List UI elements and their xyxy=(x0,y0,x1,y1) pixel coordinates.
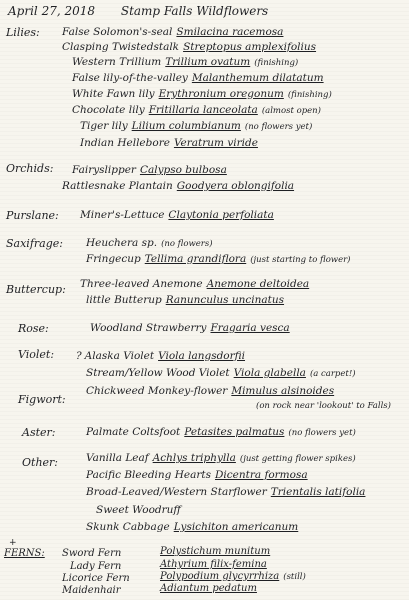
entry xyxy=(86,237,213,250)
entry xyxy=(62,180,294,192)
common-name: Rattlesnake Plantain xyxy=(62,180,173,192)
entry xyxy=(86,294,284,306)
entry xyxy=(70,561,121,573)
entry xyxy=(86,486,365,498)
scientific-name: Malanthemum dilatatum xyxy=(191,72,324,84)
entry xyxy=(80,278,309,290)
common-name: Indian Hellebore xyxy=(80,137,170,149)
entry xyxy=(160,546,270,558)
scientific-name: Veratrum viride xyxy=(173,137,258,149)
category-label: FERNS: xyxy=(4,548,45,559)
common-name: Broad-Leaved/Western Starflower xyxy=(86,486,267,498)
entry xyxy=(160,571,306,583)
entry xyxy=(76,350,245,362)
scientific-name: Polystichum munitum xyxy=(160,546,271,557)
note: (a carpet!) xyxy=(309,369,356,379)
entry xyxy=(72,56,298,69)
category-label: Other: xyxy=(22,456,58,469)
entry xyxy=(72,88,332,101)
entry xyxy=(62,26,283,38)
scientific-name: Erythronium oregonum xyxy=(158,88,284,100)
entry xyxy=(62,41,316,53)
common-name: False lily-of-the-valley xyxy=(72,72,188,84)
scientific-name: Goodyera oblongifolia xyxy=(176,180,295,192)
note: (on rock near 'lookout' to Falls) xyxy=(256,401,391,411)
common-name: Heuchera sp. xyxy=(86,237,158,249)
title-place: Stamp Falls Wildflowers xyxy=(120,4,269,18)
scientific-name: Athyrium filix-femina xyxy=(160,559,267,570)
scientific-name: Polypodium glycyrrhiza xyxy=(160,571,280,582)
common-name: Chickweed Monkey-flower xyxy=(86,385,228,397)
scientific-name: Dicentra formosa xyxy=(214,469,308,481)
entry xyxy=(90,322,290,334)
scientific-name: Smilacina racemosa xyxy=(176,26,284,38)
entry xyxy=(72,104,321,117)
common-name: Three-leaved Anemone xyxy=(80,278,203,290)
entry xyxy=(160,583,257,595)
entry xyxy=(86,426,356,439)
entry xyxy=(86,253,351,266)
common-name: Stream/Yellow Wood Violet xyxy=(86,367,230,379)
scientific-name: Streptopus amplexifolius xyxy=(183,41,317,53)
entry xyxy=(86,367,356,380)
entry xyxy=(160,559,267,571)
common-name: Palmate Coltsfoot xyxy=(86,426,181,438)
category-label: Aster: xyxy=(22,426,56,439)
category-label: Rose: xyxy=(18,322,49,335)
category-label: Figwort: xyxy=(18,393,66,406)
scientific-name: Ranunculus uncinatus xyxy=(165,294,285,306)
note: (just starting to flower) xyxy=(250,255,351,265)
scientific-name: Tellima grandiflora xyxy=(144,253,247,265)
entry xyxy=(86,452,356,465)
note: (no flowers) xyxy=(161,239,213,249)
common-name: Vanilla Leaf xyxy=(86,452,149,464)
entry xyxy=(86,385,334,397)
scientific-name: Calypso bulbosa xyxy=(139,164,227,176)
scientific-name: Lysichiton americanum xyxy=(173,521,299,533)
common-name: Maidenhair xyxy=(62,585,121,596)
common-name: Tiger lily xyxy=(80,120,128,132)
common-name: Alaska Violet xyxy=(84,350,155,362)
entry xyxy=(86,521,298,533)
entry xyxy=(62,548,121,560)
common-name: Miner's-Lettuce xyxy=(80,209,165,221)
category-label: Lilies: xyxy=(6,26,40,39)
common-name: Sweet Woodruff xyxy=(96,504,181,516)
note: (no flowers yet) xyxy=(244,122,313,132)
scientific-name: Claytonia perfoliata xyxy=(168,209,274,221)
entry xyxy=(80,137,258,149)
scientific-name: Adiantum pedatum xyxy=(160,583,257,594)
uncertain-mark: ? xyxy=(76,350,82,362)
category-label: Buttercup: xyxy=(6,283,66,296)
entry xyxy=(86,469,308,481)
scientific-name: Petasites palmatus xyxy=(184,426,285,438)
common-name: Fairyslipper xyxy=(72,164,136,176)
entry xyxy=(80,120,312,133)
note: (almost open) xyxy=(261,106,321,116)
entry xyxy=(72,72,324,84)
entry xyxy=(62,573,130,585)
entry xyxy=(72,164,227,176)
title-date: April 27, 2018 xyxy=(8,4,96,18)
note: (finishing) xyxy=(287,90,332,100)
scientific-name: Mimulus alsinoides xyxy=(231,385,335,397)
common-name: Skunk Cabbage xyxy=(86,521,170,533)
common-name: False Solomon's-seal xyxy=(62,26,173,38)
note: (just getting flower spikes) xyxy=(239,454,356,464)
category-label: Purslane: xyxy=(6,209,59,222)
plus-mark: + xyxy=(9,538,17,548)
scientific-name: Viola langsdorfii xyxy=(158,350,246,362)
entry xyxy=(96,504,181,516)
entry xyxy=(252,399,391,412)
note: (still) xyxy=(283,572,306,582)
category-label: Saxifrage: xyxy=(6,237,63,250)
common-name: Woodland Strawberry xyxy=(90,322,207,334)
scientific-name: Viola glabella xyxy=(233,367,306,379)
common-name: Chocolate lily xyxy=(72,104,145,116)
page-title xyxy=(8,4,290,18)
scientific-name: Lilium columbianum xyxy=(131,120,241,132)
common-name: Pacific Bleeding Hearts xyxy=(86,469,211,481)
category-label: Violet: xyxy=(18,348,55,361)
scientific-name: Anemone deltoidea xyxy=(206,278,310,290)
common-name: Licorice Fern xyxy=(62,573,130,584)
scientific-name: Trillium ovatum xyxy=(165,56,251,68)
entry xyxy=(62,585,121,597)
scientific-name: Trientalis latifolia xyxy=(270,486,366,498)
common-name: little Butterup xyxy=(86,294,162,306)
note: (no flowers yet) xyxy=(288,428,356,438)
common-name: Clasping Twistedstalk xyxy=(62,41,180,53)
category-label: Orchids: xyxy=(6,162,54,175)
common-name: Lady Fern xyxy=(70,561,122,572)
common-name: Western Trillium xyxy=(72,56,162,68)
common-name: White Fawn lily xyxy=(72,88,155,100)
common-name: Sword Fern xyxy=(62,548,122,559)
note: (finishing) xyxy=(254,58,299,68)
scientific-name: Achlys triphylla xyxy=(152,452,236,464)
scientific-name: Fritillaria lanceolata xyxy=(148,104,258,116)
entry xyxy=(80,209,274,221)
common-name: Fringecup xyxy=(86,253,141,265)
scientific-name: Fragaria vesca xyxy=(210,322,290,334)
